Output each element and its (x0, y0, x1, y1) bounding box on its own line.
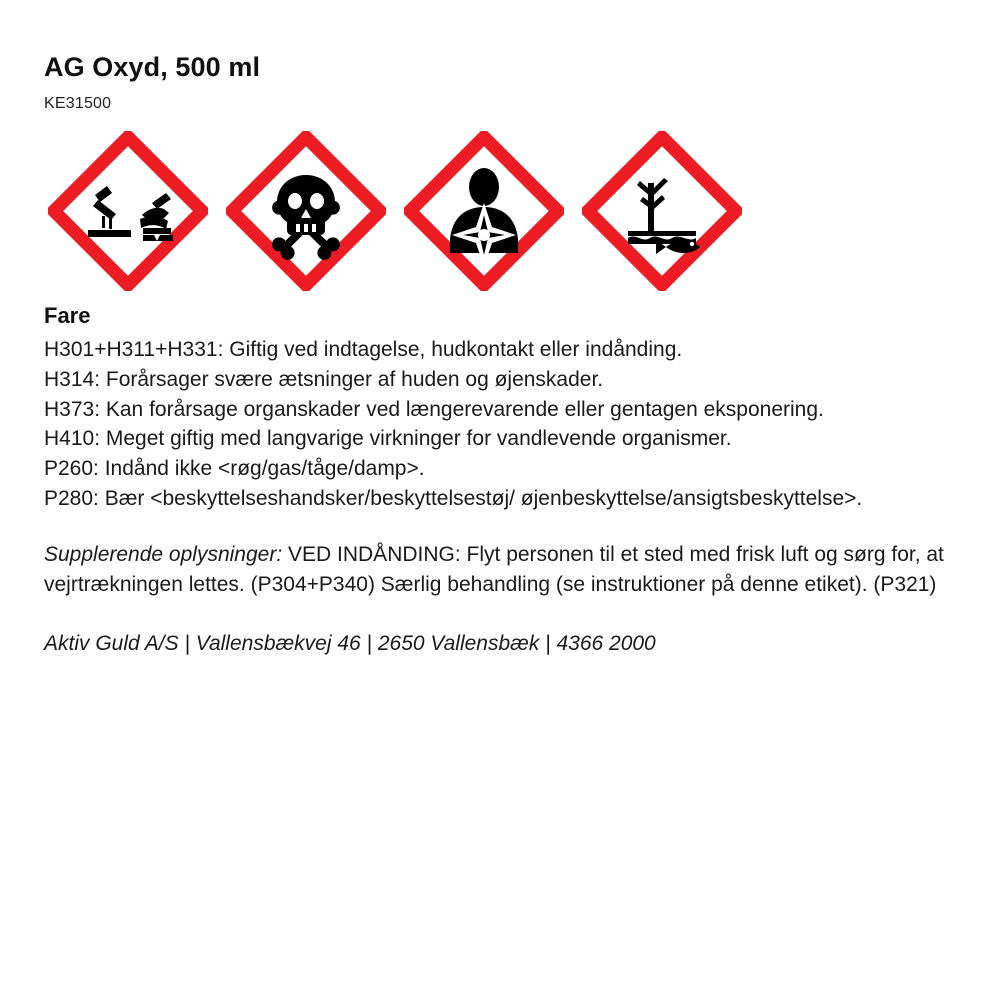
health-hazard-pictogram (404, 131, 564, 291)
hazard-statement: H301+H311+H331: Giftig ved indtagelse, hudkontakt eller indånding. (44, 338, 683, 361)
hazard-statement-list (44, 335, 956, 514)
hazard-statement: H373: Kan forårsage organskader ved længerevarende eller gentagen eksponering. (44, 397, 824, 421)
signal-word: Fare (44, 303, 91, 328)
ghs-pictogram-row (48, 131, 956, 291)
supplemental-information-label: Supplerende oplysninger: (44, 542, 283, 566)
hazard-statement: H314: Forårsager svære ætsninger af huden og øjenskader. (44, 367, 604, 391)
supplemental-information-text: VED INDÅNDING: Flyt personen til et sted med frisk luft og sørg for, at vejrtrækningen lettes. (P304+P340) Særlig behandling (se instruktioner på denne etiket). (P321) (44, 542, 944, 597)
corrosion-pictogram (48, 131, 208, 291)
supplier-line: Aktiv Guld A/S | Vallensbækvej 46 | 2650 Vallensbæk | 4366 2000 (44, 631, 656, 655)
skull-and-crossbones-pictogram (226, 131, 386, 291)
supplemental-information (44, 540, 956, 601)
environment-pictogram (582, 131, 742, 291)
hazard-statement: H410: Meget giftig med langvarige virkninger for vandlevende organismer. (44, 427, 732, 451)
page-title: AG Oxyd, 500 ml (44, 52, 261, 82)
product-code: KE31500 (44, 95, 112, 112)
precautionary-statement: P280: Bær <beskyttelseshandsker/beskyttelsestøj/ øjenbeskyttelse/ansigtsbeskyttelse>. (44, 487, 863, 511)
precautionary-statement: P260: Indånd ikke <røg/gas/tåge/damp>. (44, 457, 425, 481)
